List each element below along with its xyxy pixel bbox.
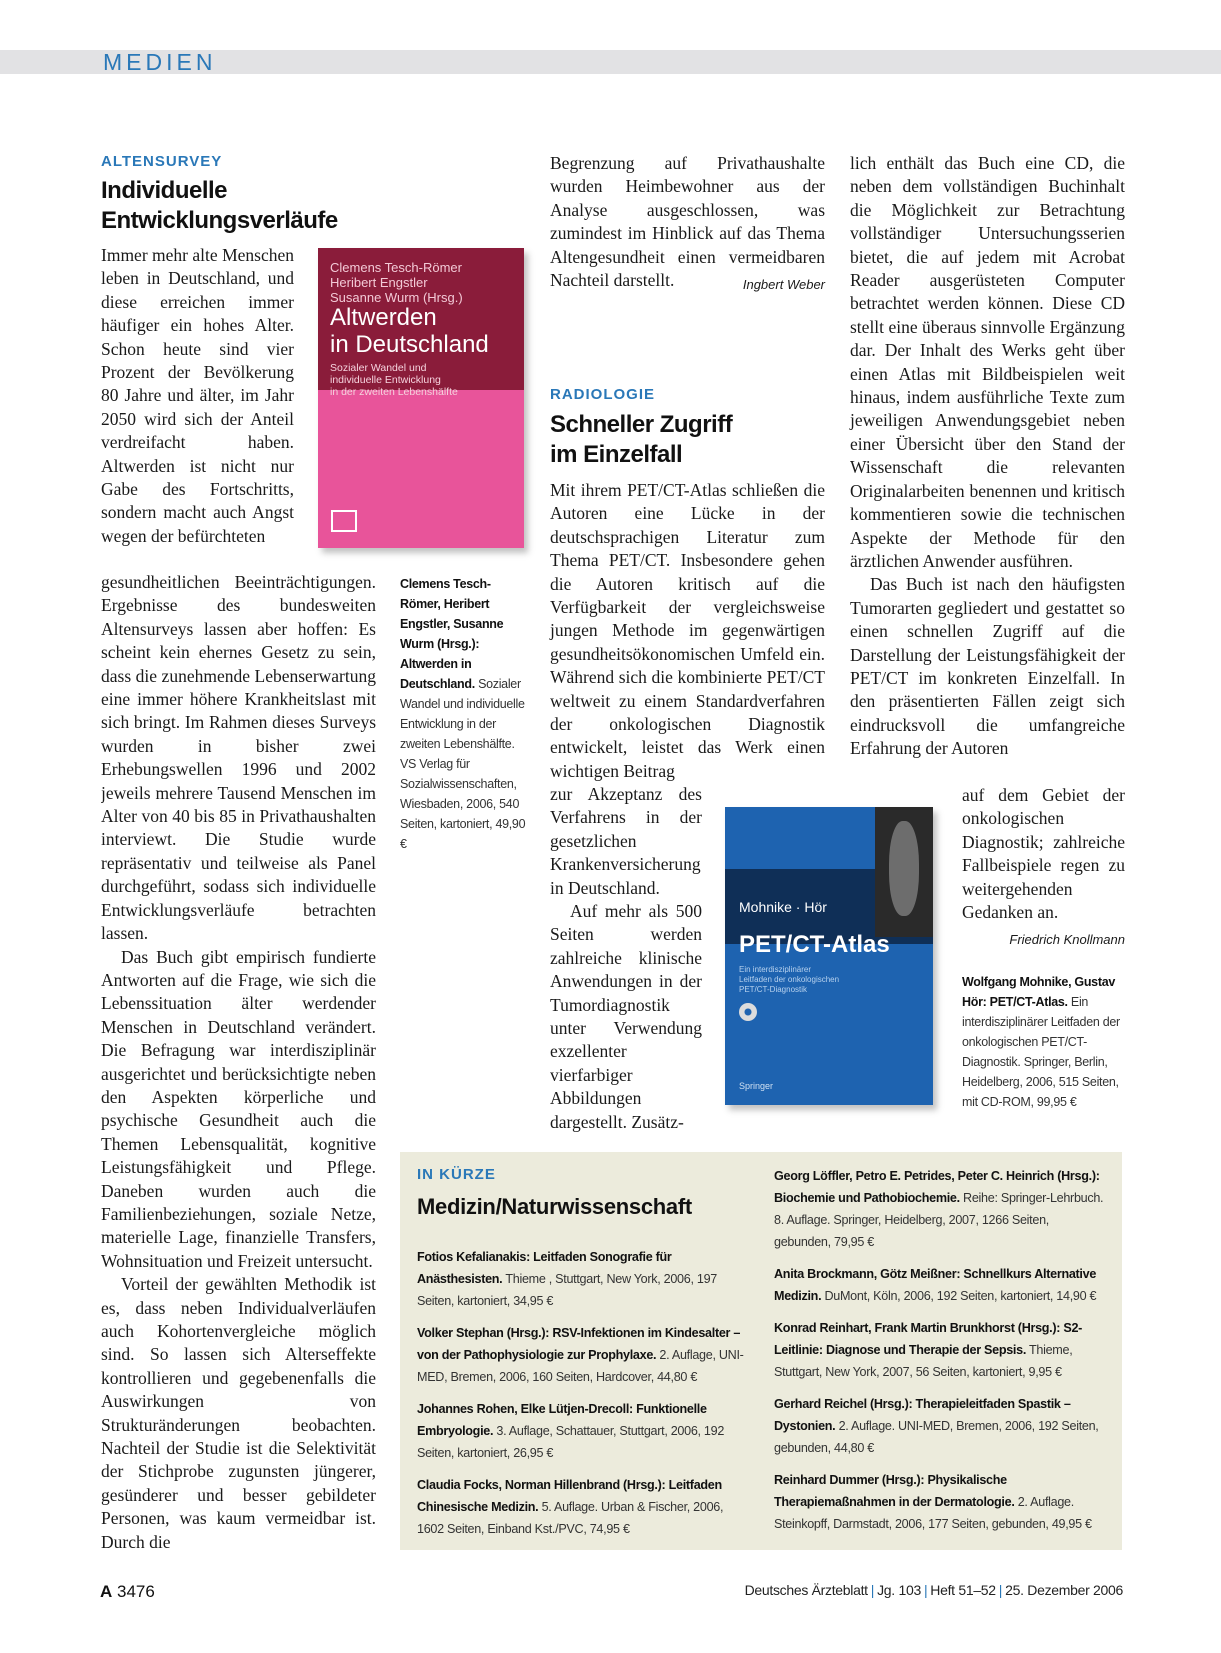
- article1-title-line2: Entwicklungsverläufe: [101, 207, 338, 234]
- in-kuerze-kicker: IN KÜRZE: [417, 1166, 496, 1183]
- article2-body-col4: [850, 152, 1125, 761]
- article1-continuation: [101, 571, 376, 1554]
- book-right-entry: [774, 1263, 1106, 1307]
- entry-title: Reinhard Dummer (Hrsg.): Physikalische Therapiemaßnahmen in der Dermatologie.: [774, 1473, 1015, 1509]
- in-kuerze-left-list: [417, 1246, 749, 1550]
- separator: |: [998, 1582, 1003, 1598]
- article2-paragraph-3: Das Buch ist nach den häufigsten Tumorarten gegliedert und gestattet so einen schnellen Zugriff auf die Darstellung der Leistungsfähigkeit der PET/CT im konkreten Einzelfall. In den präsentierten Fällen zeigt sich eindrucksvoll die umfangreiche Erfahrung der Autoren: [850, 574, 1125, 759]
- book-cover-petct: [725, 807, 933, 1105]
- book-left-entry: [417, 1398, 749, 1464]
- entry-details: Reihe: Springer-Lehrbuch. 8. Auflage. Springer, Heidelberg, 2007, 1266 Seiten, gebunden, 79,95 €: [774, 1191, 1104, 1249]
- article2-paragraph-3-end: auf dem Gebiet der onkologischen Diagnostik; zahlreiche Fallbeispiele regen zu weitergehenden Gedanken an.: [962, 785, 1125, 923]
- journal-name: Deutsches Ärzteblatt: [744, 1582, 868, 1598]
- entry-details: Thieme , Stuttgart, New York, 2006, 197 Seiten, kartoniert, 34,95 €: [417, 1272, 717, 1308]
- article1-body-wide: [101, 571, 376, 1561]
- entry-title: Anita Brockmann, Götz Meißner: Schnellkurs Alternative Medizin.: [774, 1267, 1097, 1303]
- article1-paragraph-2: Das Buch gibt empirisch fundierte Antworten auf die Frage, wie sich die Lebenssituation älter werdender Menschen in Deutschland verändert. Die Befragung war interdisziplinär ausgerichtet und berücksichtigte neben den Aspekten körperliche und psychische Gesundheit auch die Themen Lebensqualität, kognitive Leistungsfähigkeit und Pflege. Daneben wurden auch die Familienbeziehungen, soziale Netze, materielle Lage, finanzielle Transfers, Wohnsituation und Freizeit untersucht.: [101, 946, 376, 1271]
- article1-body-end: [550, 152, 825, 296]
- article2-book-caption: [962, 972, 1125, 1112]
- book-left-entry: [417, 1246, 749, 1312]
- page-prefix: A: [100, 1582, 113, 1601]
- article1-paragraph-end: [550, 152, 825, 292]
- article1-author: Ingbert Weber: [742, 277, 825, 293]
- caption2-bold: Wolfgang Mohnike, Gustav Hör: PET/CT-Atlas.: [962, 975, 1115, 1009]
- cover2-scan-image: [875, 807, 933, 937]
- in-kuerze-title: Medizin/Naturwissenschaft: [417, 1194, 692, 1219]
- article1-book-caption: [400, 574, 528, 854]
- cover2-publisher: Springer: [739, 1081, 774, 1091]
- article1-title-line1: Individuelle: [101, 177, 228, 204]
- entry-details: 2. Auflage, UNI-MED, Bremen, 2006, 160 Seiten, Hardcover, 44,80 €: [417, 1348, 744, 1384]
- cover-title: Altwerden in Deutschland: [330, 304, 489, 358]
- article1-paragraph-1a: Immer mehr alte Menschen leben in Deutschland, und diese erreichen immer häufiger ein hohes Alter. Schon heute sind vier Prozent der Bevölkerung 80 Jahre und älter, im Jahr 2050 wird sich der Anteil verdreifacht haben. Altwerden ist nicht nur Gabe des Fortschritts, sondern macht auch Angst wegen der befürchteten: [101, 245, 294, 546]
- publication-info: [745, 1582, 1123, 1598]
- cover2-subtitle: Ein interdisziplinärer Leitfaden der onkologischen PET/CT-Diagnostik: [739, 965, 840, 994]
- article2-paragraph-2-end: lich enthält das Buch eine CD, die neben dem vollständigen Buchinhalt die Möglichkeit zur Betrachtung vollständiger Untersuchungsserien bietet, die auf jedem mit Acrobat Reader ausgerüsteten Computer betrachtet werden können. Diese CD stellt eine überaus sinnvolle Ergänzung dar. Der Inhalt des Werks geht über einen Atlas mit Bildbeispielen weit hinaus, indem ausführliche Texte zum jeweiligen Anwendungsgebiet neben einer Übersicht über den Stand der Wissenschaft die relevanten Originalarbeiten benennen und kritisch kommentieren sowie die technischen Aspekte der Methode für den ärztlichen Anwender ausführen.: [850, 153, 1125, 571]
- entry-details: 5. Auflage. Urban & Fischer, 2006, 1602 Seiten, Einband Kst./PVC, 74,95 €: [417, 1500, 724, 1536]
- caption2-rest: Ein interdisziplinärer Leitfaden der onkologischen PET/CT-Diagnostik. Springer, Berlin, Heidelberg, 2006, 515 Seiten, mit CD-ROM, 99,95 €: [962, 995, 1120, 1109]
- entry-title: Johannes Rohen, Elke Lütjen-Drecoll: Funktionelle Embryologie.: [417, 1402, 707, 1438]
- article2-title: [550, 410, 732, 470]
- entry-details: DuMont, Köln, 2006, 192 Seiten, kartoniert, 14,90 €: [821, 1289, 1097, 1303]
- article2-body-a: [550, 479, 825, 783]
- cd-icon: [739, 1003, 757, 1021]
- article1-paragraph-3: Vorteil der gewählten Methodik ist es, dass neben Individualverläufen auch Kohortenvergleiche möglich sind. So lassen sich Alterseffekte kontrollieren und gegebenenfalls die Auswirkungen von Strukturänderungen beobachten. Nachteil der Studie ist die Selektivität der Stichprobe zugunsten jüngerer, gesünderer und besser gebildeter Personen, was kaum vermeidbar ist. Durch die: [101, 1274, 376, 1552]
- separator: |: [923, 1582, 928, 1598]
- article2-body-b: [550, 783, 702, 1134]
- journal-issue: Heft 51–52: [930, 1582, 996, 1598]
- article1-end-text: Begrenzung auf Privathaushalte wurden Heimbewohner aus der Analyse ausgeschlossen, was zumindest im Hinblick auf das Thema Altengesundheit einen vermeidbaren Nachteil darstellt.: [550, 153, 825, 291]
- article1-body-narrow: [101, 244, 294, 571]
- entry-title: Volker Stephan (Hrsg.): RSV-Infektionen im Kindesalter – von der Pathophysiologie zur Prophylaxe.: [417, 1326, 741, 1362]
- article2-kicker: RADIOLOGIE: [550, 386, 656, 403]
- book-left-entry: [417, 1474, 749, 1540]
- entry-details: Thieme, Stuttgart, New York, 2007, 56 Seiten, kartoniert, 9,95 €: [774, 1343, 1073, 1379]
- cover2-title: PET/CT-Atlas: [739, 931, 890, 958]
- in-kuerze-right-list: [774, 1165, 1106, 1545]
- in-kuerze-box: [400, 1152, 1122, 1550]
- entry-details: 3. Auflage, Schattauer, Stuttgart, 2006, 192 Seiten, kartoniert, 26,95 €: [417, 1424, 725, 1460]
- article2-paragraph-1: Mit ihrem PET/CT-Atlas schließen die Autoren eine Lücke in der deutschsprachigen Literatur zum Thema PET/CT. Insbesondere gehen die Autoren kritisch auf die Verfügbarkeit der vergleichsweise jungen Methode im gegenwärtigen gesundheitsökonomischen Umfeld ein. Während sich die kombinierte PET/CT weltweit zu einem Standardverfahren der onkologischen Diagnostik entwickelt, leistet das Werk einen wichtigen Beitrag: [550, 480, 825, 781]
- journal-volume: Jg. 103: [877, 1582, 921, 1598]
- book-left-entry: [417, 1322, 749, 1388]
- article2-title-line1: Schneller Zugriff: [550, 411, 733, 438]
- caption1-rest: Sozialer Wandel und individuelle Entwicklung in der zweiten Lebenshälfte. VS Verlag für Sozialwissenschaften, Wiesbaden, 2006, 540 Seiten, kartoniert, 49,90 €: [400, 677, 526, 851]
- section-label: MEDIEN: [103, 49, 217, 75]
- entry-details: 2. Auflage. UNI-MED, Bremen, 2006, 192 Seiten, gebunden, 44,80 €: [774, 1419, 1099, 1455]
- book-right-entry: [774, 1317, 1106, 1383]
- separator: |: [870, 1582, 875, 1598]
- caption1-bold: Clemens Tesch-Römer, Heribert Engstler, Susanne Wurm (Hrsg.): Altwerden in Deutschland.: [400, 577, 504, 691]
- entry-title: Fotios Kefalianakis: Leitfaden Sonografie für Anästhesisten.: [417, 1250, 672, 1286]
- book-right-entry: [774, 1165, 1106, 1253]
- entry-title: Claudia Focks, Norman Hillenbrand (Hrsg.): Leitfaden Chinesische Medizin.: [417, 1478, 722, 1514]
- article1-title: [101, 176, 338, 236]
- page-number-value: 3476: [117, 1582, 155, 1601]
- issue-date: 25. Dezember 2006: [1005, 1582, 1123, 1598]
- entry-title: Georg Löffler, Petro E. Petrides, Peter C. Heinrich (Hrsg.): Biochemie und Pathobiochemie.: [774, 1169, 1100, 1205]
- entry-title: Gerhard Reichel (Hrsg.): Therapieleitfaden Spastik – Dystonien.: [774, 1397, 1071, 1433]
- cover-authors: Clemens Tesch-Römer Heribert Engstler Susanne Wurm (Hrsg.): [330, 260, 463, 305]
- page-number: [100, 1582, 155, 1602]
- entry-details: 2. Auflage. Steinkopff, Darmstadt, 2006, 177 Seiten, gebunden, 49,95 €: [774, 1495, 1092, 1531]
- cover2-authors: Mohnike · Hör: [739, 899, 827, 915]
- article2-paragraph-1-end: zur Akzeptanz des Verfahrens in der gesetzlichen Krankenversicherung in Deutschland.: [550, 784, 702, 898]
- article2-title-line2: im Einzelfall: [550, 441, 683, 468]
- cover-subtitle: Sozialer Wandel und individuelle Entwicklung in der zweiten Lebenshälfte: [330, 362, 458, 398]
- entry-title: Konrad Reinhart, Frank Martin Brunkhorst (Hrsg.): S2-Leitlinie: Diagnose und Therapie der Sepsis.: [774, 1321, 1083, 1357]
- book-right-entry: [774, 1469, 1106, 1535]
- article1-kicker: ALTENSURVEY: [101, 153, 223, 170]
- book-right-entry: [774, 1393, 1106, 1459]
- article2-paragraph-2: Auf mehr als 500 Seiten werden zahlreiche klinische Anwendungen in der Tumordiagnostik unter Verwendung exzellenter vierfarbiger Abbildungen dargestellt. Zusätz-: [550, 901, 702, 1132]
- article1-paragraph-1b: gesundheitlichen Beeinträchtigungen. Ergebnisse des bundesweiten Altensurveys lassen aber hoffen: Es scheint kein ehernes Gesetz zu sein, dass die zunehmende Lebenserwartung eine immer höhere Krankheitslast mit sich bringt. Im Rahmen dieses Surveys wurden in bisher zwei Erhebungswellen 1996 und 2002 jeweils mehrere Tausend Menschen im Alter von 40 bis 85 in Privathaushalten interviewt. Die Studie wurde repräsentativ und teilweise als Panel durchgeführt, sodass sich individuelle Entwicklungsverläufe betrachten lassen.: [101, 572, 376, 944]
- article2-author: Friedrich Knollmann: [1009, 932, 1125, 948]
- article2-body-end: [962, 784, 1125, 952]
